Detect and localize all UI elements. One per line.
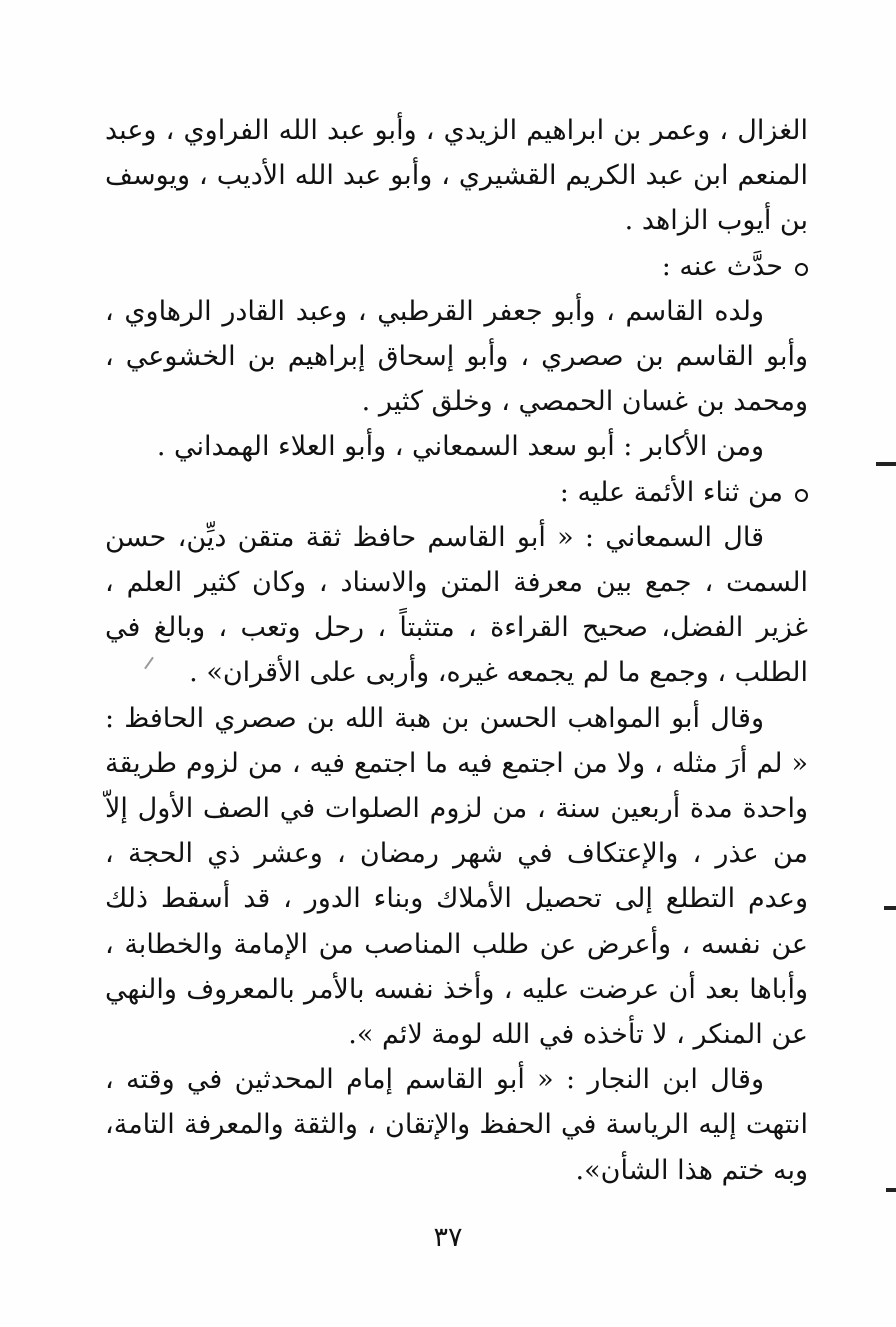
heading-label: من ثناء الأئمة عليه :: [559, 476, 783, 508]
edge-mark: [884, 906, 896, 910]
edge-mark: [886, 1188, 896, 1192]
page-body: [105, 108, 808, 1193]
paragraph-teachers-end: الغزال ، وعمر بن ابراهيم الزيدي ، وأبو عبد الله الفراوي ، وعبد المنعم ابن عبد الكريم القشيري ، وأبو عبد الله الأديب ، ويوسف بن أيوب الزاهد .: [105, 115, 808, 237]
paragraph-elders: ومن الأكابر : أبو سعد السمعاني ، وأبو العلاء الهمداني .: [156, 431, 764, 463]
heading-label: حدَّث عنه :: [661, 250, 783, 282]
paragraph-samani-quote: قال السمعاني : « أبو القاسم حافظ ثقة متقن ديِّن، حسن السمت ، جمع بين معرفة المتن والاسناد ، وكان كثير العلم ، غزير الفضل، صحيح القراءة ، متثبتاً ، رحل وتعب ، وبالغ في الطلب ، وجمع ما لم يجمعه غيره، وأربى على الأقران» .: [105, 521, 808, 689]
paragraph-students: ولده القاسم ، وأبو جعفر القرطبي ، وعبد القادر الرهاوي ، وأبو القاسم بن صصري ، وأبو إسحاق إبراهيم بن الخشوعي ، ومحمد بن غسان الحمصي ، وخلق كثير .: [105, 295, 808, 418]
heading-narrated-from-him: [105, 244, 808, 289]
heading-praise-of-imams: [105, 470, 808, 515]
circle-icon: [795, 263, 808, 276]
paragraph-ibn-najjar-quote: وقال ابن النجار : « أبو القاسم إمام المحدثين في وقته ، انتهت إليه الرياسة في الحفظ والإتقان ، والثقة والمعرفة التامة، وبه ختم هذا الشأن».: [105, 1064, 808, 1186]
circle-icon: [795, 489, 808, 502]
paragraph-ibn-sasra-quote: وقال أبو المواهب الحسن بن هبة الله بن صصري الحافظ : « لم أرَ مثله ، ولا من اجتمع فيه ما اجتمع فيه ، من لزوم طريقة واحدة مدة أربعين سنة ، من لزوم الصلوات في الصف الأول إلاّ من عذر ، والإعتكاف في شهر رمضان ، وعشر ذي الحجة ، وعدم التطلع إلى تحصيل الأملاك وبناء الدور ، قد أسقط ذلك عن نفسه ، وأعرض عن طلب المناصب من الإمامة والخطابة ، وأباها بعد أن عرضت عليه ، وأخذ نفسه بالأمر بالمعروف والنهي عن المنكر ، لا تأخذه في الله لومة لائم ».: [105, 702, 808, 1051]
page-number: ٣٧: [433, 1222, 463, 1253]
edge-mark: [876, 462, 896, 466]
